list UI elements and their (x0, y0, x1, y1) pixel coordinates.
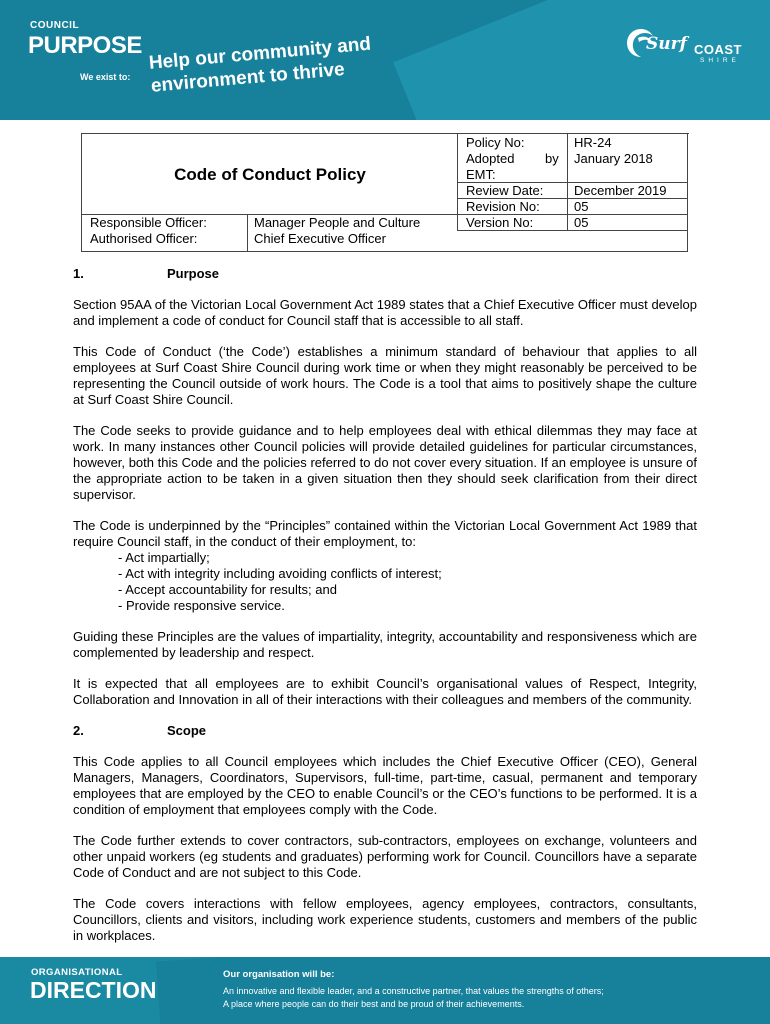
logo-surf: Surf (646, 34, 687, 54)
organisation-will-be-label: Our organisation will be: (223, 969, 335, 980)
document-title: Code of Conduct Policy (174, 165, 366, 184)
paragraph: The Code further extends to cover contractors, sub-contractors, employees on exchange, volunteers and other unpaid workers (eg students and graduates) performing work for Council. Councillors have a separate Code of Conduct and are not subject to this Code. (73, 833, 697, 880)
policy-body (73, 266, 697, 959)
logo-coast: COAST (694, 42, 742, 57)
list-item: - Act with integrity including avoiding conflicts of interest; (118, 566, 442, 581)
paragraph: Guiding these Principles are the values of impartiality, integrity, accountability and responsiveness which are complemented by leadership and respect. (73, 629, 697, 660)
paragraph: The Code covers interactions with fellow employees, agency employees, contractors, consultants, Councillors, clients and visitors, including work experience students, customers and members of the public in workplaces. (73, 896, 697, 943)
purpose-heading: PURPOSE (28, 32, 142, 59)
adopted-label: Adopted (466, 151, 515, 166)
policy-no-label: Policy No: (466, 135, 525, 150)
table-divider (247, 214, 248, 251)
revision-no-value: 05 (574, 199, 589, 214)
list-item: - Accept accountability for results; and (118, 582, 337, 597)
section-title: Purpose (167, 266, 220, 281)
paragraph: It is expected that all employees are to exhibit Council’s organisational values of Respect, Integrity, Collaboration and Innovation in all of their interactions with their colleagues and members of the community. (73, 676, 697, 707)
responsible-officer-label: Responsible Officer: (90, 215, 207, 230)
surf-coast-shire-logo (620, 26, 750, 70)
section-number: 2. (73, 723, 84, 738)
principles-block (73, 518, 697, 614)
council-label: COUNCIL (30, 20, 80, 31)
purpose-tagline: Help our community and environment to thrive (148, 33, 372, 97)
list-item: - Act impartially; (118, 550, 210, 565)
version-no-value: 05 (574, 215, 589, 230)
review-date-value: December 2019 (574, 183, 667, 198)
direction-heading: DIRECTION (30, 977, 157, 1003)
table-divider (688, 133, 689, 134)
review-date-label: Review Date: (466, 183, 544, 198)
principles-list (73, 550, 697, 614)
direction-statement-2: A place where people can do their best and be proud of their achievements. (223, 999, 525, 1009)
revision-no-label: Revision No: (466, 199, 540, 214)
paragraph: The Code seeks to provide guidance and to help employees deal with ethical dilemmas they may face at work. In many instances other Council policies will provide detailed guidelines for particular circumstances, however, both this Code and the policies referred to do not cover every situation. If an employee is unsure of the appropriate action to be taken in a given situation then they should seek clarification from their direct supervisor. (73, 423, 697, 502)
paragraph: This Code applies to all Council employees which includes the Chief Executive Officer (CEO), General Managers, Managers, Coordinators, Supervisors, full-time, part-time, casual, permanent and temporary employees that are employed by the CEO to enable Council’s or the CEO’s functions to be performed. It is a condition of employment that employees comply with the Code. (73, 754, 697, 817)
policy-no-value: HR-24 (574, 135, 612, 150)
adopted-label-emt: EMT: (466, 167, 496, 182)
section-title: Scope (167, 723, 207, 738)
direction-statement-1: An innovative and flexible leader, and a constructive partner, that values the strengths of others; (223, 986, 604, 996)
logo-shire: SHIRE (700, 57, 740, 64)
version-no-label: Version No: (466, 215, 534, 230)
footer-banner (0, 957, 770, 1024)
paragraph: The Code is underpinned by the “Principles” contained within the Victorian Local Government Act 1989 that require Council staff, in the conduct of their employment, to: (73, 518, 697, 549)
header-banner (0, 0, 770, 120)
section-heading-purpose (73, 266, 697, 282)
policy-details-table (81, 133, 688, 252)
exist-label: We exist to: (80, 72, 131, 82)
section-heading-scope (73, 723, 697, 739)
adopted-label-by: by (545, 151, 559, 166)
responsible-officer-value: Manager People and Culture (254, 215, 421, 230)
section-number: 1. (73, 266, 84, 281)
list-item: - Provide responsive service. (118, 598, 285, 613)
adopted-value: January 2018 (574, 151, 653, 166)
authorised-officer-label: Authorised Officer: (90, 231, 198, 246)
paragraph: Section 95AA of the Victorian Local Government Act 1989 states that a Chief Executive Officer must develop and implement a code of conduct for Council staff that is accessible to all staff. (73, 297, 697, 328)
paragraph: This Code of Conduct (‘the Code’) establishes a minimum standard of behaviour that applies to all employees at Surf Coast Shire Council during work time or when they might reasonably be perceived to be representing the Council outside of work hours. The Code is a tool that aims to positively shape the culture at Surf Coast Shire Council. (73, 344, 697, 407)
organisational-label: ORGANISATIONAL (31, 967, 123, 978)
authorised-officer-value: Chief Executive Officer (254, 231, 386, 246)
